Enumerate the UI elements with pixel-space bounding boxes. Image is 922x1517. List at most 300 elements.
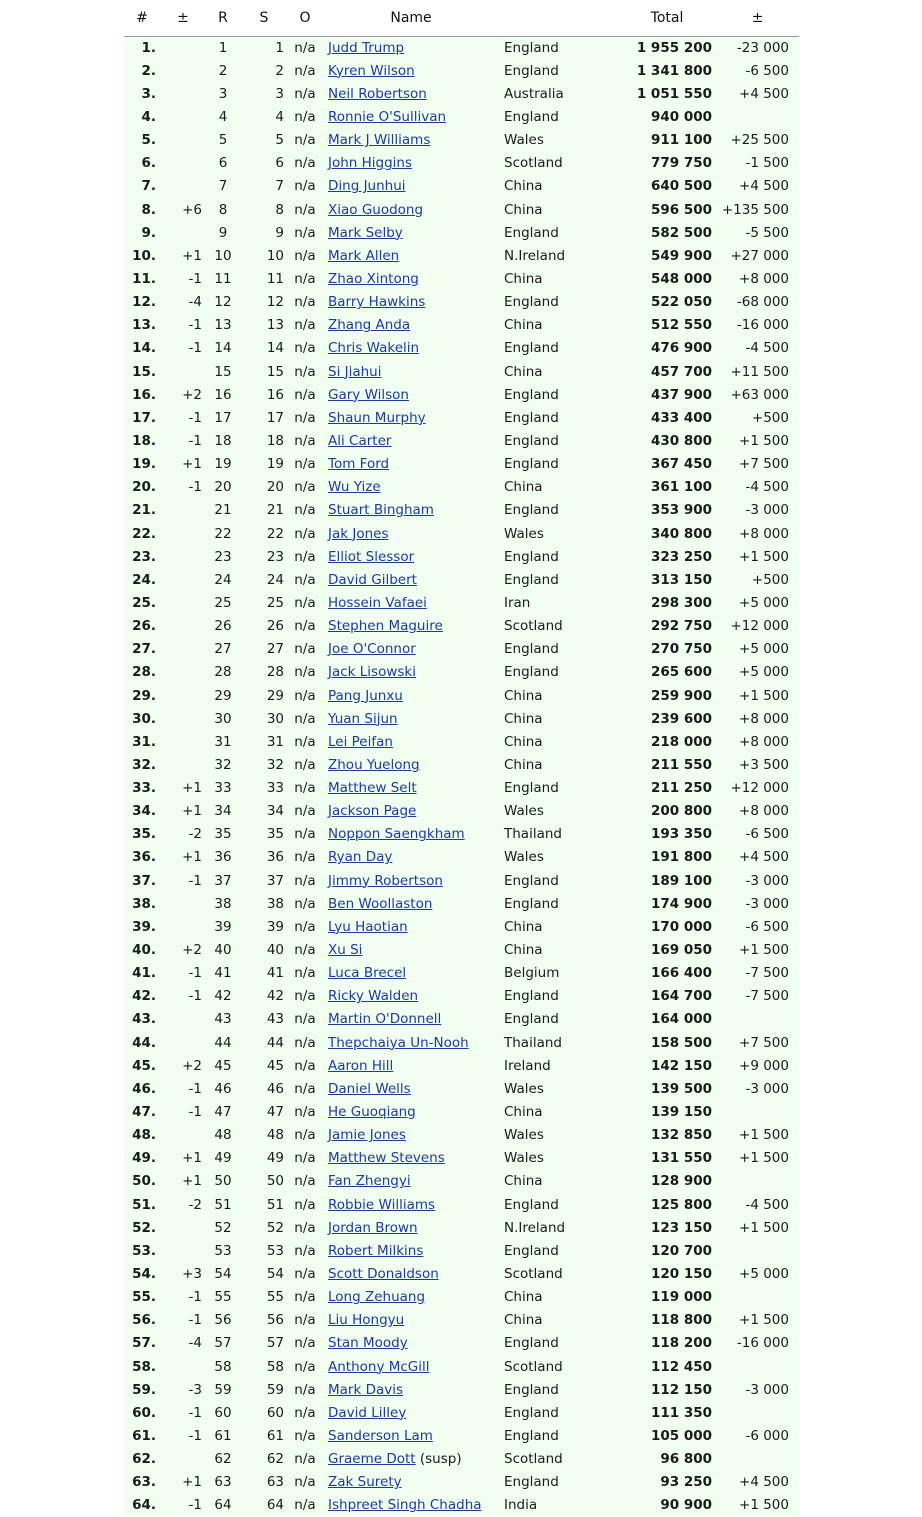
- table-row: [124, 429, 799, 452]
- player-link[interactable]: Ding Junhui: [328, 178, 406, 195]
- total-cell: 200 800: [650, 803, 712, 820]
- r-cell: 36: [214, 849, 232, 866]
- name-cell: [322, 499, 500, 522]
- player-link[interactable]: Hossein Vafaei: [328, 594, 427, 611]
- player-link[interactable]: Mark J Williams: [328, 132, 431, 149]
- o-cell: n/a: [294, 294, 316, 311]
- diff-cell: +4 500: [739, 178, 789, 195]
- diff-cell: +500: [751, 409, 789, 426]
- rank-change-cell: [160, 59, 206, 82]
- player-link[interactable]: Ben Woollaston: [328, 895, 433, 912]
- rank-change-cell: [160, 568, 206, 591]
- country-cell: China: [504, 733, 543, 750]
- player-link[interactable]: Elliot Slessor: [328, 548, 415, 565]
- diff-cell: +1 500: [739, 1150, 789, 1167]
- o-cell: n/a: [294, 1011, 316, 1028]
- name-cell: [322, 1239, 500, 1262]
- table-row: [124, 267, 799, 290]
- rank-cell: 3.: [141, 85, 156, 102]
- player-link[interactable]: Jordan Brown: [328, 1219, 418, 1236]
- col-header-r[interactable]: R: [206, 0, 240, 36]
- player-link[interactable]: Mark Allen: [328, 247, 400, 264]
- total-cell: 430 800: [650, 432, 712, 449]
- rank-cell: 40.: [132, 942, 156, 959]
- col-header-s[interactable]: S: [240, 0, 288, 36]
- name-cell: [322, 105, 500, 128]
- player-link[interactable]: Stephen Maguire: [328, 618, 443, 635]
- country-cell: England: [504, 1404, 559, 1421]
- diff-cell: -4 500: [745, 340, 789, 357]
- player-link[interactable]: Fan Zhengyi: [328, 1173, 411, 1190]
- total-cell: 323 250: [650, 548, 712, 565]
- total-cell: 142 150: [650, 1057, 712, 1074]
- country-cell: Scotland: [504, 155, 563, 172]
- total-cell: 119 000: [650, 1289, 712, 1306]
- rank-cell: 24.: [132, 571, 156, 588]
- player-link[interactable]: Zhang Anda: [328, 317, 411, 334]
- diff-cell: +4 500: [739, 85, 789, 102]
- table-row: [124, 1216, 799, 1239]
- r-cell: 60: [214, 1404, 232, 1421]
- name-cell: [322, 869, 500, 892]
- country-cell: England: [504, 1011, 559, 1028]
- name-cell: [322, 175, 500, 198]
- rank-change-cell: +1: [182, 1474, 202, 1491]
- player-link[interactable]: Noppon Saengkham: [328, 826, 465, 843]
- col-header-country[interactable]: [500, 0, 618, 36]
- rank-change-cell: +2: [182, 942, 202, 959]
- total-cell: 96 800: [660, 1451, 712, 1468]
- rank-cell: 32.: [132, 756, 156, 773]
- rank-cell: 28.: [132, 664, 156, 681]
- s-cell: 45: [266, 1057, 284, 1074]
- table-row: [124, 938, 799, 961]
- rank-change-cell: +1: [182, 803, 202, 820]
- table-row: [124, 59, 799, 82]
- player-link[interactable]: Jack Lisowski: [328, 664, 416, 681]
- total-cell: 265 600: [650, 664, 712, 681]
- total-cell: 940 000: [650, 108, 712, 125]
- diff-cell: [716, 1170, 799, 1193]
- rank-change-cell: [160, 522, 206, 545]
- country-cell: England: [504, 340, 559, 357]
- o-cell: n/a: [294, 247, 316, 264]
- r-cell: 49: [214, 1150, 232, 1167]
- player-link[interactable]: Yuan Sijun: [328, 710, 398, 727]
- diff-cell: +9 000: [739, 1057, 789, 1074]
- rankings-table: [124, 0, 799, 1517]
- player-link[interactable]: Martin O'Donnell: [328, 1011, 442, 1028]
- name-cell: [322, 1147, 500, 1170]
- r-cell: 32: [214, 756, 232, 773]
- total-cell: 211 250: [650, 780, 712, 797]
- table-row: [124, 1100, 799, 1123]
- country-cell: Ireland: [504, 1057, 551, 1074]
- diff-cell: +5 000: [739, 1266, 789, 1283]
- player-link[interactable]: Si Jiahui: [328, 363, 382, 380]
- player-link[interactable]: David Gilbert: [328, 571, 417, 588]
- country-cell: England: [504, 895, 559, 912]
- r-cell: 19: [214, 456, 232, 473]
- r-cell: 2: [218, 62, 228, 79]
- player-link[interactable]: Robbie Williams: [328, 1196, 436, 1213]
- o-cell: n/a: [294, 895, 316, 912]
- country-cell: China: [504, 756, 543, 773]
- table-row: [124, 152, 799, 175]
- player-link[interactable]: Xu Si: [328, 942, 363, 959]
- diff-cell: +63 000: [730, 386, 789, 403]
- player-link[interactable]: Scott Donaldson: [328, 1266, 439, 1283]
- total-cell: 512 550: [650, 317, 712, 334]
- name-cell: [322, 777, 500, 800]
- col-header-o[interactable]: O: [288, 0, 322, 36]
- player-link[interactable]: Stan Moody: [328, 1335, 408, 1352]
- table-row: [124, 522, 799, 545]
- s-cell: 29: [266, 687, 284, 704]
- player-link[interactable]: Tom Ford: [328, 456, 390, 473]
- name-cell: [322, 800, 500, 823]
- diff-cell: +8 000: [739, 710, 789, 727]
- country-cell: England: [504, 1381, 559, 1398]
- r-cell: 1: [218, 39, 228, 56]
- player-link[interactable]: Graeme Dott: [328, 1451, 416, 1468]
- player-link[interactable]: Gary Wilson: [328, 386, 409, 403]
- player-link[interactable]: Zak Surety: [328, 1474, 402, 1491]
- s-cell: 35: [266, 826, 284, 843]
- o-cell: n/a: [294, 733, 316, 750]
- name-cell: [322, 1124, 500, 1147]
- r-cell: 34: [214, 803, 232, 820]
- country-cell: Iran: [504, 594, 531, 611]
- name-cell: [322, 1286, 500, 1309]
- table-row: [124, 1355, 799, 1378]
- country-cell: China: [504, 1289, 543, 1306]
- rank-cell: 12.: [132, 294, 156, 311]
- rank-cell: 15.: [132, 363, 156, 380]
- table-row: [124, 1448, 799, 1471]
- player-link[interactable]: Stuart Bingham: [328, 502, 434, 519]
- name-cell: [322, 82, 500, 105]
- player-link[interactable]: Lei Peifan: [328, 733, 393, 750]
- o-cell: n/a: [294, 780, 316, 797]
- player-link[interactable]: Pang Junxu: [328, 687, 403, 704]
- o-cell: n/a: [294, 988, 316, 1005]
- player-link[interactable]: Shaun Murphy: [328, 409, 426, 426]
- player-link[interactable]: Ishpreet Singh Chadha: [328, 1497, 482, 1514]
- player-link[interactable]: Mark Selby: [328, 224, 403, 241]
- s-cell: 32: [266, 756, 284, 773]
- r-cell: 11: [214, 270, 232, 287]
- player-link[interactable]: Daniel Wells: [328, 1080, 411, 1097]
- s-cell: 26: [266, 618, 284, 635]
- player-link[interactable]: Aaron Hill: [328, 1057, 394, 1074]
- player-link[interactable]: Robert Milkins: [328, 1242, 424, 1259]
- s-cell: 27: [266, 641, 284, 658]
- rank-change-cell: -1: [188, 1104, 202, 1121]
- player-link[interactable]: Xiao Guodong: [328, 201, 424, 218]
- diff-cell: +11 500: [730, 363, 789, 380]
- name-cell: [322, 1193, 500, 1216]
- player-link[interactable]: Matthew Stevens: [328, 1150, 445, 1167]
- diff-cell: -4 500: [745, 479, 789, 496]
- rank-cell: 10.: [132, 247, 156, 264]
- rank-change-cell: -1: [188, 1080, 202, 1097]
- rank-cell: 44.: [132, 1034, 156, 1051]
- o-cell: n/a: [294, 803, 316, 820]
- diff-cell: +25 500: [730, 132, 789, 149]
- r-cell: 52: [214, 1219, 232, 1236]
- diff-cell: +8 000: [739, 733, 789, 750]
- rank-cell: 55.: [132, 1289, 156, 1306]
- country-cell: England: [504, 571, 559, 588]
- player-link[interactable]: Ali Carter: [328, 432, 392, 449]
- rank-change-cell: +1: [182, 456, 202, 473]
- o-cell: n/a: [294, 62, 316, 79]
- player-link[interactable]: Jak Jones: [328, 525, 389, 542]
- diff-cell: +1 500: [739, 1219, 789, 1236]
- name-cell: [322, 1471, 500, 1494]
- country-cell: N.Ireland: [504, 247, 566, 264]
- player-link[interactable]: Neil Robertson: [328, 85, 427, 102]
- s-cell: 42: [266, 988, 284, 1005]
- s-cell: 47: [266, 1104, 284, 1121]
- country-cell: China: [504, 1173, 543, 1190]
- diff-cell: -4 500: [745, 1196, 789, 1213]
- table-row: [124, 1077, 799, 1100]
- r-cell: 59: [214, 1381, 232, 1398]
- rankings-container: [124, 0, 799, 1517]
- name-cell: [322, 198, 500, 221]
- name-cell: [322, 1401, 500, 1424]
- r-cell: 33: [214, 780, 232, 797]
- table-row: [124, 1031, 799, 1054]
- table-row: [124, 82, 799, 105]
- s-cell: 59: [266, 1381, 284, 1398]
- rank-change-cell: -1: [188, 988, 202, 1005]
- player-link[interactable]: Zhou Yuelong: [328, 756, 420, 773]
- s-cell: 33: [266, 780, 284, 797]
- o-cell: n/a: [294, 502, 316, 519]
- o-cell: n/a: [294, 1266, 316, 1283]
- player-link[interactable]: Ricky Walden: [328, 988, 419, 1005]
- rank-cell: 46.: [132, 1080, 156, 1097]
- r-cell: 10: [214, 247, 232, 264]
- country-cell: England: [504, 224, 559, 241]
- total-cell: 193 350: [650, 826, 712, 843]
- name-cell: [322, 152, 500, 175]
- table-row: [124, 337, 799, 360]
- player-link[interactable]: Anthony McGill: [328, 1358, 430, 1375]
- rank-cell: 1.: [141, 39, 156, 56]
- rank-cell: 17.: [132, 409, 156, 426]
- r-cell: 15: [214, 363, 232, 380]
- rank-change-cell: -4: [188, 1335, 202, 1352]
- col-header-rank[interactable]: #: [124, 0, 160, 36]
- player-link[interactable]: Jamie Jones: [328, 1127, 406, 1144]
- col-header-diff[interactable]: ±: [716, 0, 799, 36]
- s-cell: 4: [275, 108, 284, 125]
- diff-cell: +12 000: [730, 780, 789, 797]
- o-cell: n/a: [294, 1034, 316, 1051]
- diff-cell: [716, 1401, 799, 1424]
- country-cell: India: [504, 1497, 538, 1514]
- player-link[interactable]: Joe O'Connor: [328, 641, 416, 658]
- col-header-name[interactable]: Name: [322, 0, 500, 36]
- r-cell: 7: [218, 178, 228, 195]
- total-cell: 170 000: [650, 918, 712, 935]
- s-cell: 10: [266, 247, 284, 264]
- col-header-total[interactable]: Total: [618, 0, 716, 36]
- rank-change-cell: [160, 638, 206, 661]
- diff-cell: +8 000: [739, 270, 789, 287]
- r-cell: 54: [214, 1266, 232, 1283]
- player-link[interactable]: Judd Trump: [328, 39, 405, 56]
- o-cell: n/a: [294, 386, 316, 403]
- player-link[interactable]: Barry Hawkins: [328, 294, 426, 311]
- player-link[interactable]: John Higgins: [328, 155, 413, 172]
- player-link[interactable]: Liu Hongyu: [328, 1312, 405, 1329]
- diff-cell: +1 500: [739, 942, 789, 959]
- rank-cell: 35.: [132, 826, 156, 843]
- diff-cell: +1 500: [739, 548, 789, 565]
- name-cell: [322, 1216, 500, 1239]
- o-cell: n/a: [294, 965, 316, 982]
- rank-change-cell: [160, 591, 206, 614]
- rank-change-cell: [160, 82, 206, 105]
- rank-change-cell: -1: [188, 340, 202, 357]
- o-cell: n/a: [294, 1381, 316, 1398]
- player-link[interactable]: Ronnie O'Sullivan: [328, 108, 447, 125]
- o-cell: n/a: [294, 432, 316, 449]
- rank-cell: 8.: [141, 201, 156, 218]
- total-cell: 911 100: [650, 132, 712, 149]
- player-link[interactable]: Luca Brecel: [328, 965, 407, 982]
- total-cell: 340 800: [650, 525, 712, 542]
- rank-change-cell: -1: [188, 317, 202, 334]
- s-cell: 13: [266, 317, 284, 334]
- rank-cell: 27.: [132, 641, 156, 658]
- table-row: [124, 777, 799, 800]
- name-cell: [322, 753, 500, 776]
- rank-change-cell: -1: [188, 1289, 202, 1306]
- rank-change-cell: -2: [188, 1196, 202, 1213]
- name-cell: [322, 661, 500, 684]
- s-cell: 18: [266, 432, 284, 449]
- o-cell: n/a: [294, 1474, 316, 1491]
- country-cell: England: [504, 780, 559, 797]
- o-cell: n/a: [294, 1080, 316, 1097]
- diff-cell: -3 000: [745, 1381, 789, 1398]
- rank-cell: 48.: [132, 1127, 156, 1144]
- name-cell: [322, 1031, 500, 1054]
- s-cell: 14: [266, 340, 284, 357]
- rank-cell: 37.: [132, 872, 156, 889]
- rank-cell: 21.: [132, 502, 156, 519]
- player-link[interactable]: Zhao Xintong: [328, 270, 419, 287]
- diff-cell: +1 500: [739, 432, 789, 449]
- player-link[interactable]: Mark Davis: [328, 1381, 404, 1398]
- country-cell: Wales: [504, 1150, 544, 1167]
- player-link[interactable]: Wu Yize: [328, 479, 381, 496]
- rank-change-cell: [160, 707, 206, 730]
- country-cell: Thailand: [504, 1034, 562, 1051]
- player-link[interactable]: Matthew Selt: [328, 780, 417, 797]
- diff-cell: -7 500: [745, 988, 789, 1005]
- r-cell: 5: [218, 132, 228, 149]
- country-cell: China: [504, 942, 543, 959]
- o-cell: n/a: [294, 409, 316, 426]
- rank-change-cell: [160, 1355, 206, 1378]
- player-link[interactable]: Chris Wakelin: [328, 340, 420, 357]
- name-cell: [322, 1008, 500, 1031]
- s-cell: 37: [266, 872, 284, 889]
- player-link[interactable]: Sanderson Lam: [328, 1428, 433, 1444]
- o-cell: n/a: [294, 456, 316, 473]
- name-cell: [322, 1378, 500, 1401]
- o-cell: n/a: [294, 270, 316, 287]
- s-cell: 48: [266, 1127, 284, 1144]
- player-link[interactable]: Jackson Page: [328, 803, 417, 820]
- player-link[interactable]: Lyu Haotian: [328, 918, 408, 935]
- name-cell: [322, 1309, 500, 1332]
- country-cell: Wales: [504, 1127, 544, 1144]
- diff-cell: +7 500: [739, 1034, 789, 1051]
- name-cell: [322, 938, 500, 961]
- rank-change-cell: -3: [188, 1381, 202, 1398]
- rank-cell: 23.: [132, 548, 156, 565]
- name-cell: [322, 429, 500, 452]
- player-link[interactable]: Kyren Wilson: [328, 62, 415, 79]
- country-cell: England: [504, 988, 559, 1005]
- total-cell: 270 750: [650, 641, 712, 658]
- rank-change-cell: +2: [182, 1057, 202, 1074]
- table-row: [124, 1494, 799, 1517]
- player-link[interactable]: Thepchaiya Un-Nooh: [328, 1034, 469, 1051]
- player-link[interactable]: David Lilley: [328, 1404, 407, 1421]
- name-cell: [322, 707, 500, 730]
- diff-cell: [716, 1008, 799, 1031]
- s-cell: 56: [266, 1312, 284, 1329]
- s-cell: 53: [266, 1242, 284, 1259]
- col-header-change[interactable]: ±: [160, 0, 206, 36]
- rank-change-cell: [160, 1008, 206, 1031]
- table-row: [124, 707, 799, 730]
- total-cell: 433 400: [650, 409, 712, 426]
- table-row: [124, 1401, 799, 1424]
- rank-change-cell: [160, 545, 206, 568]
- diff-cell: -6 500: [745, 918, 789, 935]
- s-cell: 1: [275, 39, 284, 56]
- table-row: [124, 568, 799, 591]
- rank-change-cell: -1: [188, 479, 202, 496]
- rank-cell: 11.: [132, 270, 156, 287]
- o-cell: n/a: [294, 872, 316, 889]
- total-cell: 548 000: [650, 270, 712, 287]
- rank-cell: 6.: [141, 155, 156, 172]
- o-cell: n/a: [294, 39, 316, 56]
- player-link[interactable]: Jimmy Robertson: [328, 872, 443, 889]
- player-link[interactable]: He Guoqiang: [328, 1104, 416, 1121]
- player-link[interactable]: Long Zehuang: [328, 1289, 426, 1306]
- r-cell: 16: [214, 386, 232, 403]
- player-link[interactable]: Ryan Day: [328, 849, 393, 866]
- country-cell: England: [504, 1196, 559, 1213]
- o-cell: n/a: [294, 85, 316, 102]
- total-cell: 131 550: [650, 1150, 712, 1167]
- table-row: [124, 360, 799, 383]
- r-cell: 3: [218, 85, 228, 102]
- s-cell: 20: [266, 479, 284, 496]
